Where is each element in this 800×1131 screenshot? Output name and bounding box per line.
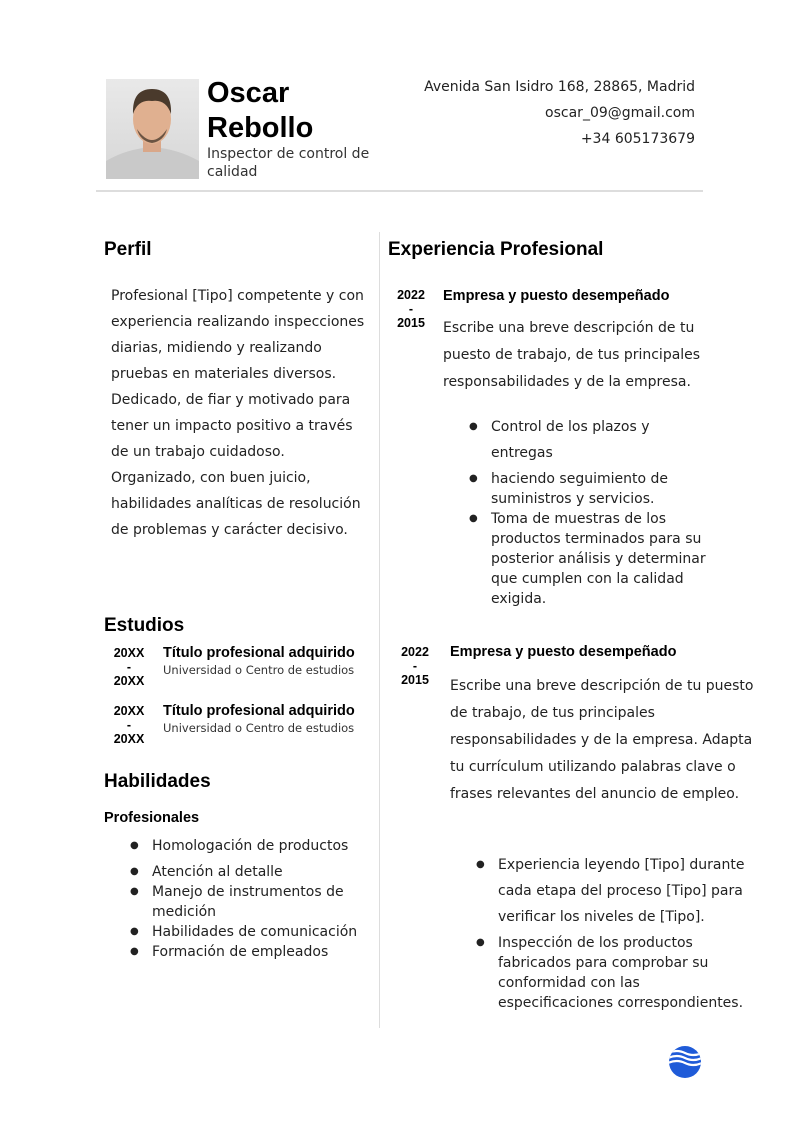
skill-item: ● Habilidades de comunicación [130,922,370,942]
job-bullet: ● haciendo seguimiento de suministros y servicios. [469,469,719,509]
job-bullets [476,852,758,1013]
skills-list [130,833,370,962]
degree-title: Título profesional adquirido [163,645,355,661]
job-bullet: ● Experiencia leyendo [Tipo] durante cada etapa del proceso [Tipo] para verificar los niveles de [Tipo]. [476,852,758,930]
school-name: Universidad o Centro de estudios [163,663,355,677]
skill-item: ● Manejo de instrumentos de medición [130,882,370,922]
job-bullets [469,414,719,609]
phone: +34 605173679 [580,131,695,147]
education-item [111,704,147,746]
job-bullet: ● Toma de muestras de los productos terminados para su posterior análisis y determinar que cumplen con la calidad exigida. [469,509,719,609]
profile-heading: Perfil [104,239,152,260]
candidate-name [207,76,313,146]
experience-heading: Experiencia Profesional [388,239,604,260]
degree-title: Título profesional adquirido [163,703,355,719]
profile-photo [106,79,199,179]
education-dates: 20XX - 20XX [113,704,145,746]
skills-heading: Habilidades [104,771,211,792]
job-title: Inspector de control de calidad [207,146,370,180]
job-description: Escribe una breve descripción de tu puesto de trabajo, de tus principales responsabilidades y de la empresa. Adapta tu currículum utilizando palabras clave o frases relevantes del anuncio de empleo. [450,678,754,802]
last-name: Rebollo [207,112,314,144]
header-divider [96,190,703,192]
education-item [111,646,147,688]
job-bullet: ● Inspección de los productos fabricados para comprobar su conformidad con las especificaciones correspondientes. [476,933,758,1013]
education-dates: 20XX - 20XX [113,646,145,688]
first-name: Oscar [207,77,290,109]
job-dates: 2022 - 2015 [401,645,429,687]
profile-text: Profesional [Tipo] competente y con experiencia realizando inspecciones diarias, midiendo y realizando pruebas en materiales diversos. Dedicado, de fiar y motivado para tener un impacto positivo a través de un trabajo cuidadoso. Organizado, con buen juicio, habilidades analíticas de resolución de problemas y carácter decisivo. [111,288,365,538]
email: oscar_09@gmail.com [545,105,695,121]
skill-item: ● Atención al detalle [130,862,370,882]
address: Avenida San Isidro 168, 28865, Madrid [424,79,695,95]
skills-subheading: Profesionales [104,810,200,826]
job-dates: 2022 - 2015 [397,288,425,330]
education-heading: Estudios [104,615,185,636]
job-title-company: Empresa y puesto desempeñado [443,288,670,304]
job-title-company: Empresa y puesto desempeñado [450,644,677,660]
job-description: Escribe una breve descripción de tu puesto de trabajo, de tus principales responsabilidades y de la empresa. [443,320,701,390]
contact-info [424,74,695,152]
job-bullet: ● Control de los plazos y entregas [469,414,661,466]
column-divider [379,232,380,1028]
skill-item: ● Formación de empleados [130,942,370,962]
brand-logo-icon [668,1045,702,1083]
skill-item: ● Homologación de productos [130,833,370,859]
school-name: Universidad o Centro de estudios [163,721,355,735]
